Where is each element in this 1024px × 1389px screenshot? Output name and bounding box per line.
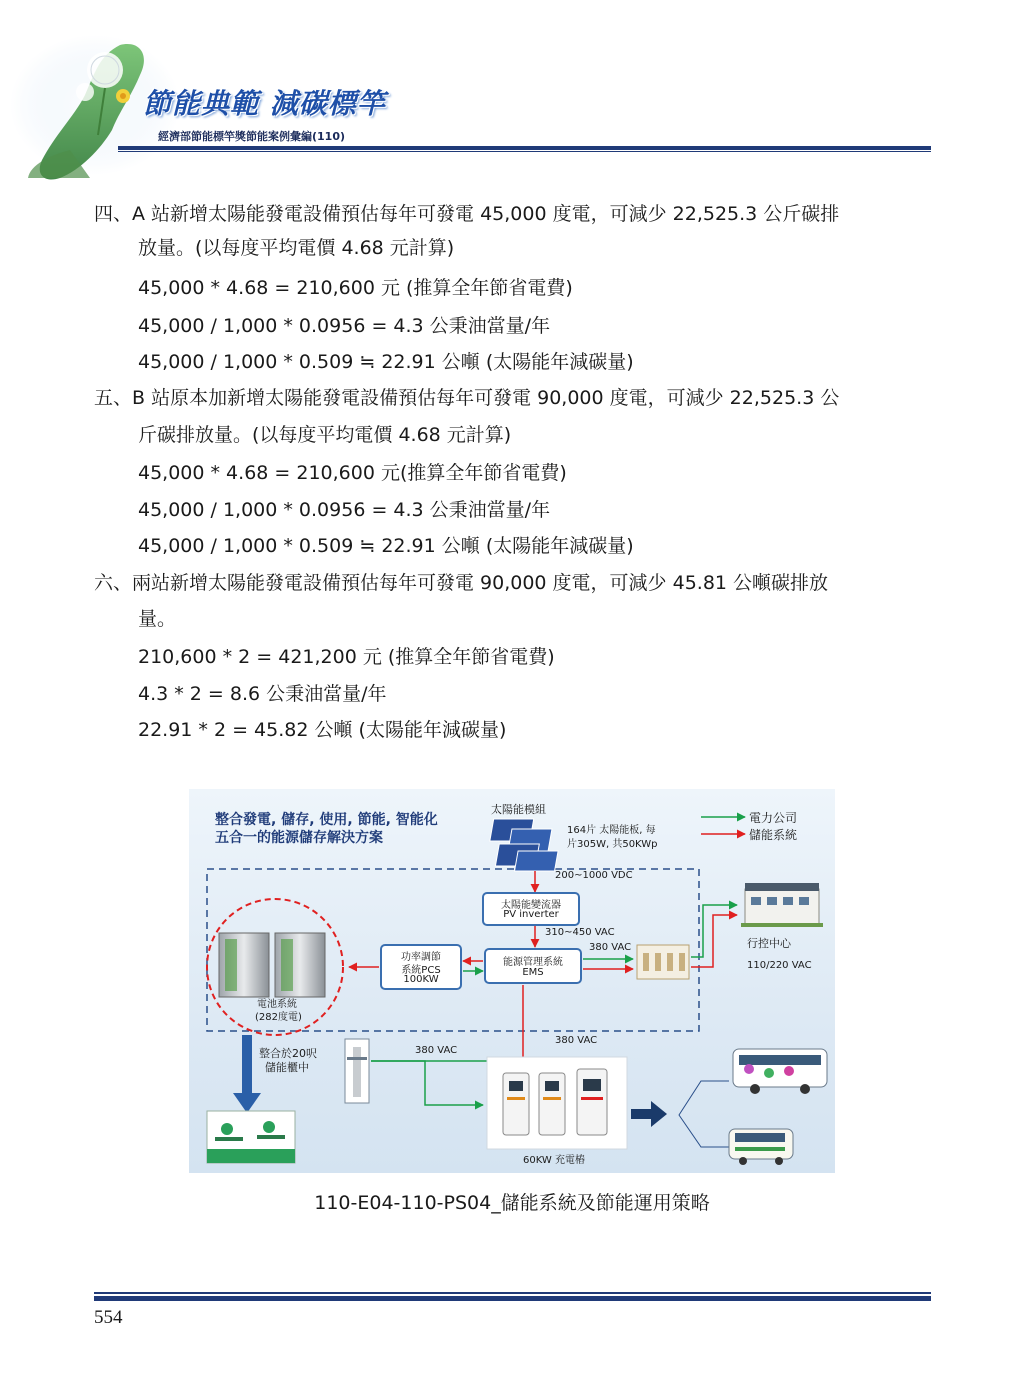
vdc-label: 200~1000 VDC xyxy=(555,870,633,881)
charger-label: 60KW 充電樁 xyxy=(523,1155,585,1166)
brand-title: 節能典範 減碳標竿 xyxy=(143,87,386,120)
calc-line: 45,000 / 1,000 * 0.509 ≒ 22.91 公噸 (太陽能年減碳量) xyxy=(138,351,634,373)
item-four-line-1: 四、A 站新增太陽能發電設備預估每年可發電 45,000 度電，可減少 22,525.3 公斤碳排 xyxy=(94,203,840,225)
control-center-label: 行控中心 xyxy=(747,937,791,950)
switchboard-icon xyxy=(637,945,689,979)
solar-panel-icon xyxy=(490,819,558,871)
calc-line: 45,000 / 1,000 * 0.509 ≒ 22.91 公噸 (太陽能年減碳量) xyxy=(138,535,634,557)
solar-desc-2: 片305W, 共50KWp xyxy=(567,839,658,850)
diagram-headline-2: 五合一的能源儲存解決方案 xyxy=(215,830,383,846)
calc-line: 45,000 / 1,000 * 0.0956 = 4.3 公秉油當量/年 xyxy=(138,315,551,337)
calc-line: 45,000 * 4.68 = 210,600 元 (推算全年節省電費) xyxy=(138,277,573,299)
page-header xyxy=(0,0,1024,190)
calc-line: 4.3 * 2 = 8.6 公秉油當量/年 xyxy=(138,683,387,705)
calc-line: 210,600 * 2 = 421,200 元 (推算全年節省電費) xyxy=(138,646,555,668)
ems-label-2: EMS xyxy=(522,967,544,978)
grid-pole-icon xyxy=(345,1039,369,1103)
container-arrow xyxy=(242,1035,252,1095)
vac-310-label: 310~450 VAC xyxy=(545,927,615,938)
page-number: 554 xyxy=(94,1307,123,1328)
legend-storage-label: 儲能系統 xyxy=(749,828,798,842)
header-rule-thin xyxy=(118,151,931,152)
item-six-line-2: 量。 xyxy=(138,608,177,630)
item-four-line-2: 放量。(以每度平均電價 4.68 元計算) xyxy=(138,237,455,259)
item-six-line-1: 六、兩站新增太陽能發電設備預估每年可發電 90,000 度電，可減少 45.81 公噸碳排放 xyxy=(94,572,829,594)
calc-line: 22.91 * 2 = 45.82 公噸 (太陽能年減碳量) xyxy=(138,719,507,741)
item-five-line-2: 斤碳排放量。(以每度平均電價 4.68 元計算) xyxy=(138,424,512,446)
header-rule xyxy=(118,146,931,150)
pcs-label-2: 系統PCS xyxy=(401,965,441,976)
calc-line: 45,000 * 4.68 = 210,600 元(推算全年節省電費) xyxy=(138,462,567,484)
footer-rule xyxy=(94,1296,931,1301)
control-center-building-icon xyxy=(741,883,823,927)
charge-arrow xyxy=(631,1109,653,1119)
brand-subtitle: 經濟部節能標竿獎節能案例彙編(110) xyxy=(158,130,346,143)
item-five-line-1: 五、B 站原本加新增太陽能發電設備預估每年可發電 90,000 度電，可減少 22,525.3 公 xyxy=(94,387,840,409)
solar-desc-1: 164片 太陽能板, 每 xyxy=(567,825,656,836)
diagram-headline-1: 整合發電, 儲存, 使用, 節能, 智能化 xyxy=(215,812,438,828)
storage-container-icon xyxy=(207,1111,295,1163)
container-label-1: 整合於20呎 xyxy=(259,1047,317,1060)
vac-380-left-label: 380 VAC xyxy=(415,1045,458,1056)
ev-charger-icon xyxy=(503,1069,607,1135)
vac-380-top-label: 380 VAC xyxy=(589,942,632,953)
battery-label-2: (282度電) xyxy=(255,1012,302,1023)
pcs-label-3: 100KW xyxy=(403,974,439,985)
battery-label-1: 電池系統 xyxy=(257,999,297,1010)
inverter-label-2: PV inverter xyxy=(503,909,559,920)
energy-storage-diagram xyxy=(189,789,835,1173)
container-label-2: 儲能櫃中 xyxy=(265,1061,309,1074)
calc-line: 45,000 / 1,000 * 0.0956 = 4.3 公秉油當量/年 xyxy=(138,499,551,521)
pcs-label-1: 功率調節 xyxy=(401,952,441,963)
ems-label-1: 能源管理系統 xyxy=(503,957,563,968)
electric-bus-icon xyxy=(733,1049,827,1094)
inverter-label-1: 太陽能變流器 xyxy=(501,900,561,911)
solar-module-label: 太陽能模組 xyxy=(491,803,546,816)
control-voltage-label: 110/220 VAC xyxy=(747,960,812,971)
footer-rule-thin xyxy=(94,1292,931,1294)
battery-cabinet-icon xyxy=(219,933,325,997)
legend-power-label: 電力公司 xyxy=(749,811,798,825)
electric-van-icon xyxy=(729,1129,793,1165)
vac-380-mid-label: 380 VAC xyxy=(555,1035,598,1046)
figure-caption: 110-E04-110-PS04_儲能系統及節能運用策略 xyxy=(314,1192,710,1214)
